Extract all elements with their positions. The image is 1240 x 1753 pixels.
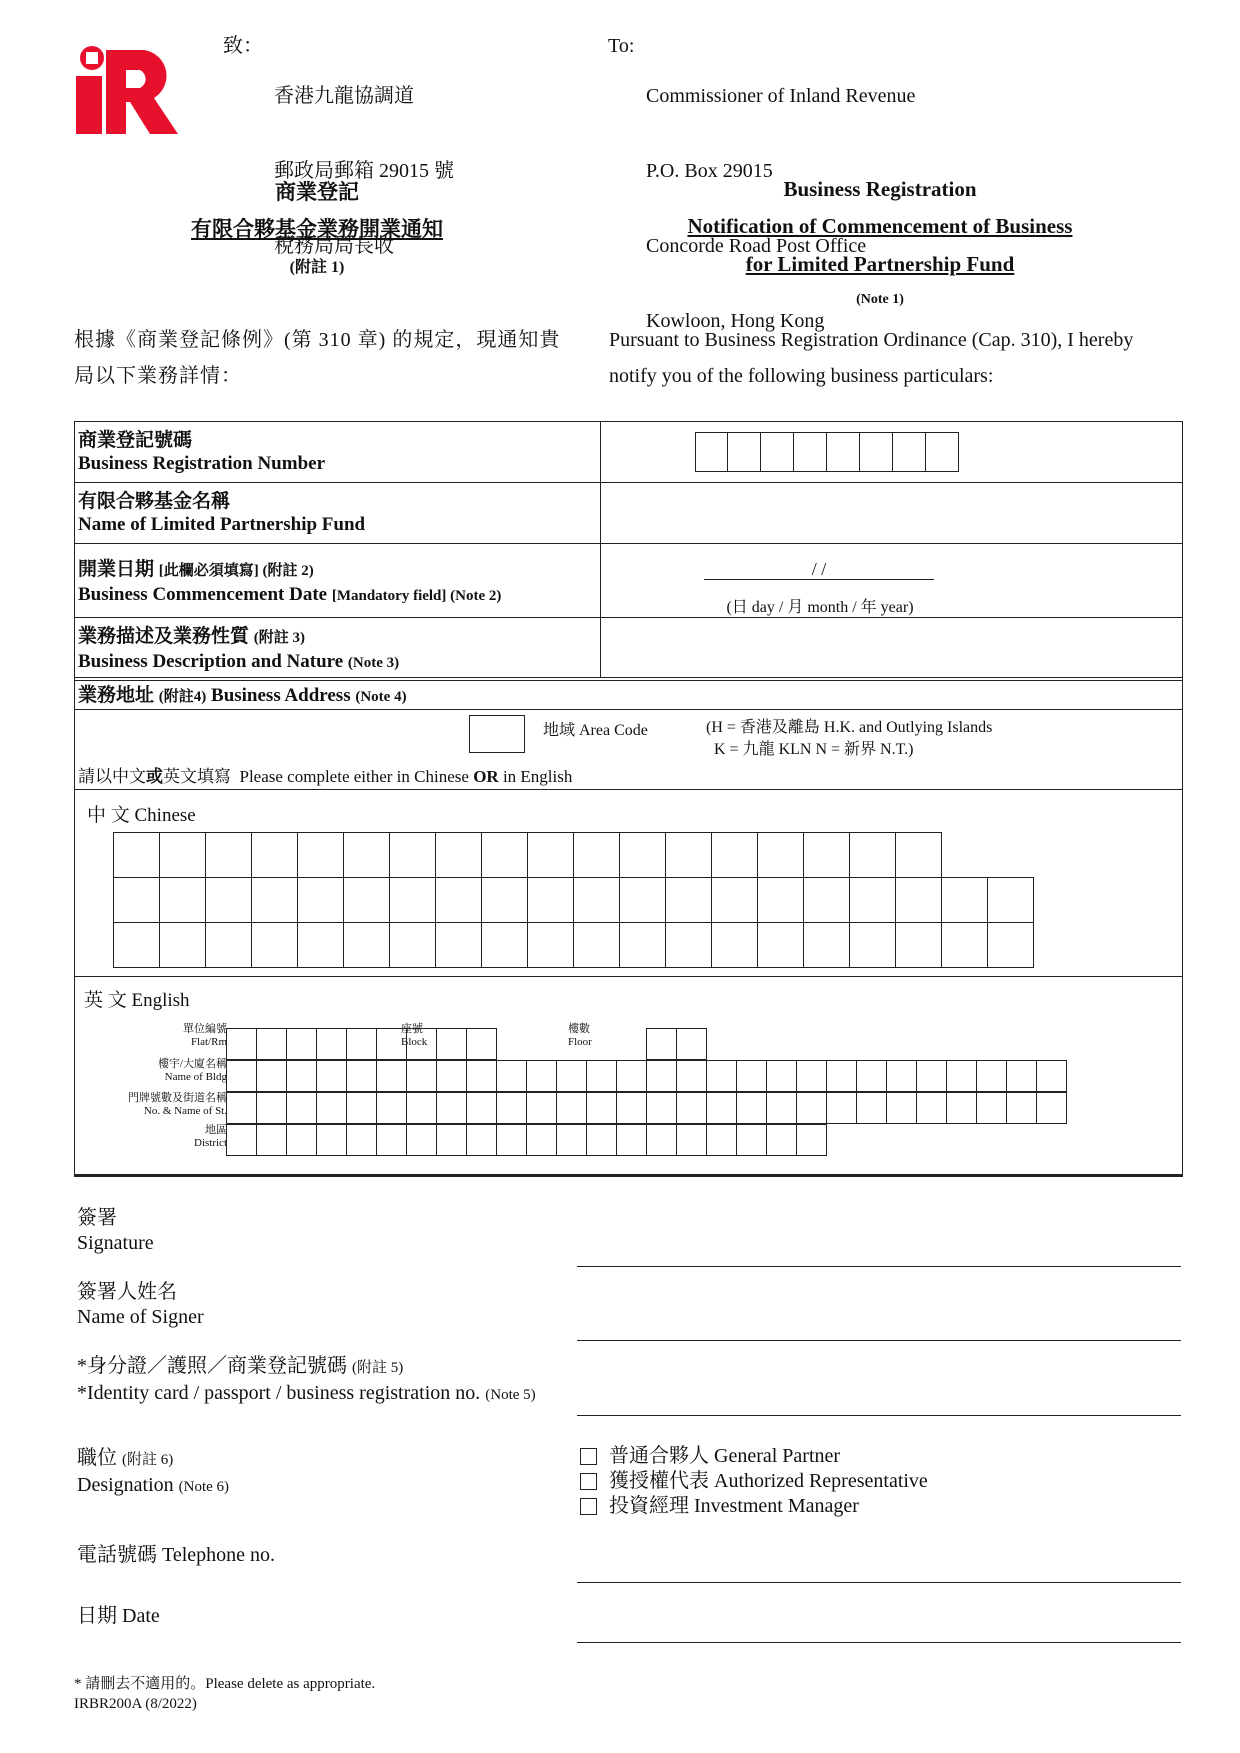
addr-label-en: Business Address [211,685,351,706]
chinese-char-box[interactable] [895,922,942,968]
chinese-char-box[interactable] [435,877,482,923]
commencement-date-field[interactable]: / / [704,559,934,580]
chinese-label: 中 文 Chinese [87,805,196,826]
chinese-char-box[interactable] [481,922,528,968]
option-label: 投資經理 Investment Manager [609,1495,859,1517]
district-box[interactable] [796,1124,827,1156]
address-en-line: P.O. Box 29015 [646,160,773,182]
lang-instr-zh-a: 請以中文 [78,767,146,786]
block-box[interactable] [466,1028,497,1060]
chinese-char-box[interactable] [803,922,850,968]
chinese-char-box[interactable] [343,832,390,878]
brn-digit-box[interactable] [761,432,794,472]
chinese-char-box[interactable] [941,922,988,968]
district-box[interactable] [256,1124,287,1156]
district-box[interactable] [376,1124,407,1156]
date-caption: (日 day / 月 month / 年 year) [726,599,914,616]
id-number-line[interactable] [577,1415,1181,1416]
district-box[interactable] [496,1124,527,1156]
chinese-char-box[interactable] [435,922,482,968]
street-box[interactable] [766,1092,797,1124]
chinese-char-box[interactable] [159,832,206,878]
street-box[interactable] [226,1092,257,1124]
chinese-char-box[interactable] [389,832,436,878]
checkbox-icon[interactable] [580,1473,597,1490]
block-label-zh: 座號 [401,1023,423,1035]
desc-label-zh: 業務描述及業務性質 [78,626,250,647]
street-box[interactable] [736,1092,767,1124]
business-description-field[interactable] [602,619,1180,676]
building-name-box[interactable] [1006,1060,1037,1092]
building-name-box[interactable] [256,1060,287,1092]
lang-instr-zh-b: 英文填寫 [163,767,231,786]
desig-label-zh-note: (附註 6) [122,1452,174,1468]
chinese-char-box[interactable] [113,922,160,968]
ird-logo [74,44,178,134]
title-en-note: (Note 1) [856,292,904,307]
building-name-box[interactable] [766,1060,797,1092]
chinese-char-box[interactable] [665,877,712,923]
brn-digit-box[interactable] [794,432,827,472]
chinese-char-box[interactable] [205,922,252,968]
chinese-char-box[interactable] [297,832,344,878]
building-name-box[interactable] [796,1060,827,1092]
signer-name-label [77,1280,204,1330]
chinese-char-box[interactable] [987,922,1034,968]
district-box[interactable] [766,1124,797,1156]
building-name-box[interactable] [886,1060,917,1092]
street-box[interactable] [586,1092,617,1124]
street-box[interactable] [346,1092,377,1124]
chinese-char-box[interactable] [803,877,850,923]
chinese-char-box[interactable] [159,877,206,923]
chinese-char-box[interactable] [757,832,804,878]
chinese-char-box[interactable] [619,922,666,968]
id-label-zh-note: (附註 5) [352,1360,404,1376]
brn-digit-box[interactable] [926,432,959,472]
bldg-label-zh: 樓宇/大廈名稱 [157,1058,227,1070]
brn-digit-box[interactable] [860,432,893,472]
chinese-char-box[interactable] [527,832,574,878]
delete-note: * 請刪去不適用的。Please delete as appropriate. [74,1676,376,1692]
date-label: 日期 Date [77,1605,160,1627]
district-box[interactable] [586,1124,617,1156]
building-name-box[interactable] [346,1060,377,1092]
chinese-char-box[interactable] [113,832,160,878]
building-name-box[interactable] [646,1060,677,1092]
signature-label-zh: 簽署 [77,1207,117,1229]
title-en-1: Business Registration [783,177,977,201]
address-zh-line: 香港九龍協調道 [274,85,414,107]
district-label-en: District [194,1137,227,1149]
street-box[interactable] [646,1092,677,1124]
signature-line[interactable] [577,1266,1181,1267]
brn-label-en: Business Registration Number [78,453,326,474]
street-box[interactable] [706,1092,737,1124]
brn-label-zh: 商業登記號碼 [78,430,193,451]
district-label [115,1124,227,1150]
building-name-box[interactable] [556,1060,587,1092]
building-name-box[interactable] [826,1060,857,1092]
street-box[interactable] [316,1092,347,1124]
chinese-char-box[interactable] [987,877,1034,923]
street-box[interactable] [616,1092,647,1124]
street-box[interactable] [856,1092,887,1124]
date-label-zh-note: [此欄必須填寫] (附註 2) [158,563,314,579]
street-box[interactable] [796,1092,827,1124]
district-box[interactable] [286,1124,317,1156]
building-name-box[interactable] [496,1060,527,1092]
address-zh-line: 稅務局局長收 [274,235,394,257]
floor-box[interactable] [676,1028,707,1060]
street-box[interactable] [466,1092,497,1124]
block-box[interactable] [376,1028,407,1060]
chinese-char-box[interactable] [205,832,252,878]
addr-label-en-note: (Note 4) [355,689,407,705]
lang-instr-en-b: in English [498,767,573,786]
building-name-box[interactable] [1036,1060,1067,1092]
area-code-box[interactable] [469,715,525,753]
chinese-char-box[interactable] [573,877,620,923]
building-name-box[interactable] [676,1060,707,1092]
checkbox-icon[interactable] [580,1498,597,1515]
address-zh [274,34,454,284]
chinese-grid-row [113,922,1034,968]
lang-instr-zh-or: 或 [146,767,163,786]
chinese-char-box[interactable] [711,832,758,878]
address-en-line: Concorde Road Post Office [646,235,867,257]
intro-zh: 根據《商業登記條例》(第 310 章) 的規定，現通知貴局以下業務詳情： [74,329,561,387]
block-box[interactable] [436,1028,467,1060]
to-zh-prefix: 致： [223,35,263,57]
chinese-char-box[interactable] [619,832,666,878]
street-box[interactable] [976,1092,1007,1124]
address-zh-line: 郵政局郵箱 29015 號 [274,160,454,182]
addr-label-zh: 業務地址 [78,685,155,706]
building-name-box[interactable] [316,1060,347,1092]
chinese-char-box[interactable] [251,877,298,923]
brn-digit-box[interactable] [893,432,926,472]
brn-digit-box[interactable] [695,432,728,472]
fund-name-label-en: Name of Limited Partnership Fund [78,514,366,535]
street-label-zh: 門牌號數及街道名稱 [128,1092,227,1104]
to-en-prefix: To: [608,35,635,57]
chinese-char-box[interactable] [895,832,942,878]
district-box[interactable] [436,1124,467,1156]
date-label-en: Business Commencement Date [78,584,328,605]
chinese-char-box[interactable] [435,832,482,878]
district-box[interactable] [736,1124,767,1156]
bldg-label [115,1058,227,1084]
desig-label-en-note: (Note 6) [178,1479,230,1495]
chinese-char-box[interactable] [711,922,758,968]
street-box[interactable] [676,1092,707,1124]
brn-label [78,429,325,475]
chinese-char-box[interactable] [573,922,620,968]
signer-name-line[interactable] [577,1340,1181,1341]
chinese-char-box[interactable] [757,877,804,923]
street-box[interactable] [256,1092,287,1124]
fund-name-label-zh: 有限合夥基金名稱 [78,491,231,512]
flat-box[interactable] [256,1028,287,1060]
chinese-char-box[interactable] [159,922,206,968]
id-label-zh: *身分證／護照／商業登記號碼 [77,1355,347,1377]
floor-label [568,1023,592,1049]
chinese-char-box[interactable] [619,877,666,923]
lang-instr-en-or: OR [473,767,499,786]
flat-box[interactable] [316,1028,347,1060]
street-box[interactable] [916,1092,947,1124]
chinese-char-box[interactable] [389,922,436,968]
chinese-char-box[interactable] [251,832,298,878]
chinese-address-grid [113,832,1034,968]
business-address-label [78,684,407,709]
telephone-line[interactable] [577,1582,1181,1583]
chinese-char-box[interactable] [849,832,896,878]
lang-instr-en-a: Please complete either in Chinese [239,767,474,786]
chinese-char-box[interactable] [297,877,344,923]
id-number-label [77,1354,536,1408]
chinese-char-box[interactable] [343,877,390,923]
street-box[interactable] [1036,1092,1067,1124]
building-name-box[interactable] [916,1060,947,1092]
district-box[interactable] [616,1124,647,1156]
street-box[interactable] [946,1092,977,1124]
title-en-2: Notification of Commencement of Business [687,214,1073,238]
desig-label-zh: 職位 [77,1447,117,1469]
chinese-char-box[interactable] [665,922,712,968]
chinese-char-box[interactable] [573,832,620,878]
flat-box[interactable] [226,1028,257,1060]
district-label-zh: 地區 [205,1124,227,1136]
area-code-legend-line: (H = 香港及離島 H.K. and Outlying Islands [706,719,993,736]
chinese-grid-row [113,877,1034,923]
floor-label-en: Floor [568,1036,592,1048]
chinese-char-box[interactable] [849,877,896,923]
district-box[interactable] [556,1124,587,1156]
investment-manager-option[interactable] [580,1494,928,1519]
chinese-grid-row [113,832,1034,878]
brn-digit-box[interactable] [728,432,761,472]
street-box[interactable] [1006,1092,1037,1124]
chinese-char-box[interactable] [251,922,298,968]
business-form [74,421,1183,1177]
chinese-char-box[interactable] [205,877,252,923]
desc-label-zh-note: (附註 3) [253,630,306,646]
chinese-char-box[interactable] [343,922,390,968]
date-label-zh: 開業日期 [78,559,155,580]
building-name-box[interactable] [526,1060,557,1092]
chinese-char-box[interactable] [297,922,344,968]
building-name-box[interactable] [586,1060,617,1092]
street-box[interactable] [826,1092,857,1124]
street-box[interactable] [556,1092,587,1124]
designation-label [77,1446,229,1500]
building-name-box[interactable] [376,1060,407,1092]
english-address-grid [75,422,76,423]
chinese-char-box[interactable] [849,922,896,968]
bldg-label-en: Name of Bldg [164,1071,227,1083]
language-instruction [78,762,572,787]
building-name-box[interactable] [226,1060,257,1092]
building-name-box[interactable] [736,1060,767,1092]
title-zh-2: 有限合夥基金業務開業通知 [191,217,443,241]
signer-name-label-en: Name of Signer [77,1306,204,1328]
flat-label-en: Flat/Rm [190,1036,227,1048]
street-box[interactable] [376,1092,407,1124]
brn-digit-box[interactable] [827,432,860,472]
option-label: 普通合夥人 General Partner [609,1445,841,1467]
floor-label-zh: 樓數 [568,1023,590,1035]
district-box[interactable] [226,1124,257,1156]
title-zh-1: 商業登記 [275,180,359,204]
chinese-char-box[interactable] [389,877,436,923]
authorized-representative-option[interactable] [580,1469,928,1494]
chinese-char-box[interactable] [711,877,758,923]
date-line[interactable] [577,1642,1181,1643]
building-name-box[interactable] [436,1060,467,1092]
signer-name-label-zh: 簽署人姓名 [77,1281,177,1303]
district-box[interactable] [466,1124,497,1156]
street-box[interactable] [886,1092,917,1124]
general-partner-option[interactable] [580,1444,928,1469]
floor-box[interactable] [646,1028,677,1060]
intro-en: Pursuant to Business Registration Ordinance (Cap. 310), I hereby notify you of the following business particulars: [609,329,1134,387]
building-name-box[interactable] [406,1060,437,1092]
building-name-box[interactable] [286,1060,317,1092]
chinese-char-box[interactable] [481,832,528,878]
desc-label-en: Business Description and Nature [78,651,344,672]
street-box[interactable] [526,1092,557,1124]
block-label-en: Block [401,1036,428,1048]
address-en-line: Commissioner of Inland Revenue [646,85,916,107]
checkbox-icon[interactable] [580,1448,597,1465]
date-label-en-note: [Mandatory field] (Note 2) [331,588,502,604]
chinese-char-box[interactable] [803,832,850,878]
street-label [75,1092,227,1118]
district-box[interactable] [526,1124,557,1156]
fund-name-label [78,490,365,536]
street-box[interactable] [496,1092,527,1124]
chinese-char-box[interactable] [481,877,528,923]
street-box[interactable] [286,1092,317,1124]
chinese-char-box[interactable] [895,877,942,923]
id-label-en-note: (Note 5) [485,1387,536,1403]
flat-box[interactable] [346,1028,377,1060]
chinese-char-box[interactable] [941,877,988,923]
street-box[interactable] [406,1092,437,1124]
form-number: IRBR200A (8/2022) [74,1696,197,1712]
flat-label-zh: 單位編號 [183,1023,227,1035]
district-box[interactable] [676,1124,707,1156]
desc-label-en-note: (Note 3) [347,655,400,671]
block-box[interactable] [406,1028,437,1060]
option-label: 獲授權代表 Authorized Representative [609,1470,928,1492]
brn-input[interactable] [695,432,959,472]
designation-options [580,1444,928,1519]
district-box[interactable] [316,1124,347,1156]
street-label-en: No. & Name of St. [143,1105,227,1117]
flat-label [115,1023,227,1049]
building-name-box[interactable] [706,1060,737,1092]
desig-label-en: Designation [77,1474,174,1496]
chinese-char-box[interactable] [527,922,574,968]
building-name-box[interactable] [466,1060,497,1092]
chinese-char-box[interactable] [665,832,712,878]
area-code-label: 地域 Area Code [543,722,648,739]
flat-box[interactable] [286,1028,317,1060]
area-code-legend [706,717,992,761]
addr-label-zh-note: (附註4) [158,689,207,705]
signature-label [77,1206,154,1256]
id-label-en: *Identity card / passport / business registration no. [77,1382,481,1404]
district-box[interactable] [346,1124,377,1156]
building-name-box[interactable] [946,1060,977,1092]
signature-label-en: Signature [77,1232,154,1254]
chinese-char-box[interactable] [757,922,804,968]
area-code-legend-line: K = 九龍 KLN N = 新界 N.T.) [714,741,914,758]
building-name-box[interactable] [976,1060,1007,1092]
district-box[interactable] [646,1124,677,1156]
fund-name-field[interactable] [602,484,1180,542]
business-description-label [78,625,399,675]
district-box[interactable] [406,1124,437,1156]
building-name-box[interactable] [616,1060,647,1092]
telephone-label: 電話號碼 Telephone no. [77,1544,276,1566]
chinese-char-box[interactable] [527,877,574,923]
english-label: 英 文 English [84,990,190,1011]
address-en-line: Kowloon, Hong Kong [646,310,825,332]
street-box[interactable] [436,1092,467,1124]
commencement-date-label [78,558,501,608]
district-box[interactable] [706,1124,737,1156]
chinese-char-box[interactable] [113,877,160,923]
building-name-box[interactable] [856,1060,887,1092]
title-zh-note: (附註 1) [289,259,345,276]
title-en-3: for Limited Partnership Fund [745,252,1015,276]
